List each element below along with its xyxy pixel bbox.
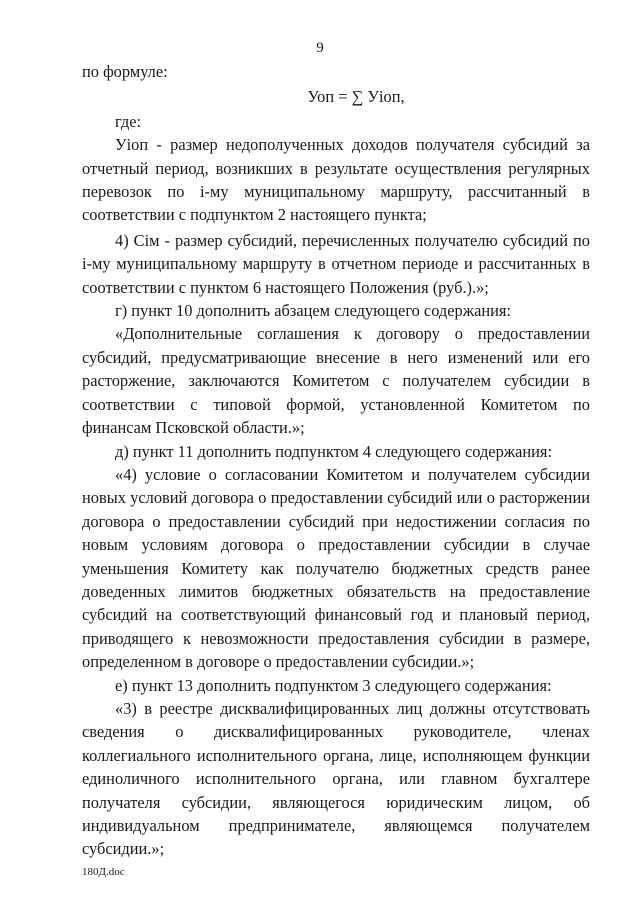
paragraph-registry: «3) в реестре дисквалифицированных лиц должны отсутствовать сведения о дисквалифицированных руководителе, членах коллегиального исполнительного органа, лице, исполняющем функции единоличного исполнительного органа, или главном бухгалтере получателя субсидии, являющегося юридическим лицом, об индивидуальном предпринимателе, являющемся получателем субсидии.»; bbox=[82, 698, 590, 859]
formula: Уоп = ∑ Уiоп, bbox=[307, 87, 405, 107]
paragraph-condition: «4) условие о согласовании Комитетом и получателем субсидии новых условий договора о предоставлении субсидий или о расторжении договора о предоставлении субсидий при недостижении согласия по новым условиям договора о предоставлении субсидии в случае уменьшения Комитету как получателю бюджетных средств ранее доведенных лимитов бюджетных обязательств на предоставление субсидий на соответствующий финансовый год и плановый период, приводящего к невозможности предоставления субсидии в размере, определенном в договоре о предоставлении субсидии.»; bbox=[82, 464, 590, 672]
paragraph-agreements: «Дополнительные соглашения к договору о предоставлении субсидий, предусматривающие внесение в него изменений или его расторжение, заключаются Комитетом с получателем субсидии в соответствии с типовой формой, установленной Комитетом по финансам Псковской области.»; bbox=[82, 324, 590, 438]
file-name-footer: 180Д.doc bbox=[82, 866, 125, 878]
paragraph-where: где: bbox=[115, 111, 142, 131]
paragraph-item-g: г) пункт 10 дополнить абзацем следующего содержания: bbox=[115, 301, 511, 321]
paragraph-cim: 4) Сiм - размер субсидий, перечисленных получателю субсидий по i-му муниципальному маршруту в отчетном периоде и рассчитанных в соответствии с пунктом 6 настоящего Положения (руб.).»; bbox=[82, 230, 590, 297]
page-number: 9 bbox=[316, 40, 324, 56]
paragraph-item-d: д) пункт 11 дополнить подпунктом 4 следующего содержания: bbox=[115, 441, 553, 461]
paragraph-intro: по формуле: bbox=[82, 62, 168, 81]
paragraph-item-e: е) пункт 13 дополнить подпунктом 3 следующего содержания: bbox=[115, 675, 552, 695]
document-body bbox=[82, 60, 590, 861]
paragraph-uiop: Уiоп - размер недополученных доходов получателя субсидий за отчетный период, возникших в результате осуществления регулярных перевозок по i-му муниципальному маршруту, рассчитанный в соответствии с подпунктом 2 настоящего пункта; bbox=[82, 135, 590, 225]
